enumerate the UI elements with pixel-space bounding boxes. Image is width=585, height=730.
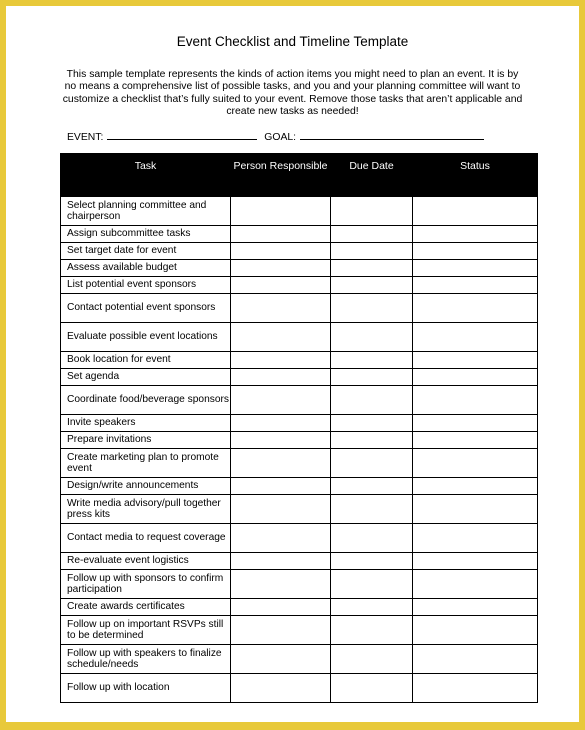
status-cell[interactable] [413,524,538,553]
status-cell[interactable] [413,599,538,616]
task-cell: Assign subcommittee tasks [61,226,231,243]
person-responsible-cell[interactable] [231,243,331,260]
table-row [61,226,538,243]
status-cell[interactable] [413,645,538,674]
person-responsible-cell[interactable] [231,260,331,277]
task-cell: Contact media to request coverage [61,524,231,553]
task-cell: Follow up with sponsors to confirm participation [61,570,231,599]
due-date-cell[interactable] [331,478,413,495]
person-responsible-cell[interactable] [231,294,331,323]
goal-input-line[interactable] [300,130,484,140]
due-date-cell[interactable] [331,524,413,553]
task-cell: Re-evaluate event logistics [61,553,231,570]
status-cell[interactable] [413,449,538,478]
person-responsible-cell[interactable] [231,524,331,553]
checklist-table [60,153,538,703]
status-cell[interactable] [413,323,538,352]
task-cell: Prepare invitations [61,432,231,449]
task-cell: Write media advisory/pull together press kits [61,495,231,524]
person-responsible-cell[interactable] [231,553,331,570]
table-row [61,386,538,415]
due-date-cell[interactable] [331,645,413,674]
due-date-cell[interactable] [331,386,413,415]
status-cell[interactable] [413,415,538,432]
due-date-cell[interactable] [331,415,413,432]
task-cell: Evaluate possible event locations [61,323,231,352]
due-date-cell[interactable] [331,294,413,323]
event-input-line[interactable] [107,130,257,140]
status-cell[interactable] [413,495,538,524]
due-date-cell[interactable] [331,553,413,570]
table-row [61,674,538,703]
table-header-row [61,154,538,197]
person-responsible-cell[interactable] [231,352,331,369]
person-responsible-cell[interactable] [231,323,331,352]
person-responsible-cell[interactable] [231,449,331,478]
task-cell: Create marketing plan to promote event [61,449,231,478]
task-cell: Coordinate food/beverage sponsors [61,386,231,415]
due-date-cell[interactable] [331,197,413,226]
event-goal-fields [67,130,488,143]
goal-label: GOAL: [264,132,297,143]
status-cell[interactable] [413,616,538,645]
task-cell: Assess available budget [61,260,231,277]
due-date-cell[interactable] [331,369,413,386]
table-row [61,645,538,674]
person-responsible-cell[interactable] [231,645,331,674]
status-cell[interactable] [413,226,538,243]
person-responsible-cell[interactable] [231,570,331,599]
status-cell[interactable] [413,674,538,703]
table-row [61,323,538,352]
table-row [61,478,538,495]
table-row [61,197,538,226]
due-date-cell[interactable] [331,323,413,352]
due-date-cell[interactable] [331,277,413,294]
status-cell[interactable] [413,197,538,226]
status-cell[interactable] [413,478,538,495]
table-row [61,352,538,369]
task-cell: Follow up with speakers to finalize schedule/needs [61,645,231,674]
due-date-cell[interactable] [331,260,413,277]
task-cell: Set target date for event [61,243,231,260]
table-row [61,369,538,386]
table-row [61,599,538,616]
due-date-cell[interactable] [331,599,413,616]
table-row [61,616,538,645]
status-cell[interactable] [413,243,538,260]
task-cell: Follow up on important RSVPs still to be determined [61,616,231,645]
table-row [61,260,538,277]
table-row [61,570,538,599]
person-responsible-cell[interactable] [231,226,331,243]
table-row [61,553,538,570]
status-cell[interactable] [413,432,538,449]
due-date-cell[interactable] [331,616,413,645]
task-cell: List potential event sponsors [61,277,231,294]
task-cell: Invite speakers [61,415,231,432]
person-responsible-cell[interactable] [231,616,331,645]
person-responsible-cell[interactable] [231,415,331,432]
person-responsible-cell[interactable] [231,599,331,616]
event-label: EVENT: [67,132,104,143]
table-row [61,449,538,478]
task-cell: Set agenda [61,369,231,386]
due-date-cell[interactable] [331,570,413,599]
due-date-cell[interactable] [331,432,413,449]
header-task: Task [61,154,231,197]
due-date-cell[interactable] [331,674,413,703]
due-date-cell[interactable] [331,226,413,243]
due-date-cell[interactable] [331,243,413,260]
status-cell[interactable] [413,294,538,323]
table-row [61,277,538,294]
due-date-cell[interactable] [331,495,413,524]
due-date-cell[interactable] [331,352,413,369]
table-row [61,415,538,432]
person-responsible-cell[interactable] [231,478,331,495]
table-row [61,432,538,449]
document-page [12,12,573,714]
person-responsible-cell[interactable] [231,432,331,449]
table-row [61,524,538,553]
header-due-date: Due Date [331,154,413,197]
task-cell: Book location for event [61,352,231,369]
person-responsible-cell[interactable] [231,197,331,226]
status-cell[interactable] [413,352,538,369]
due-date-cell[interactable] [331,449,413,478]
person-responsible-cell[interactable] [231,386,331,415]
person-responsible-cell[interactable] [231,369,331,386]
table-row [61,495,538,524]
person-responsible-cell[interactable] [231,277,331,294]
person-responsible-cell[interactable] [231,495,331,524]
document-title: Event Checklist and Timeline Template [176,34,409,49]
table-row [61,243,538,260]
header-person-responsible: Person Responsible [231,154,331,197]
status-cell[interactable] [413,570,538,599]
intro-paragraph: This sample template represents the kinds of action items you might need to plan an event. It is by no means a comprehensive list of possible tasks, and you and your planning committee will want to customize a checklist that’s fully suited to your event. Remove those tasks that aren’t applicable and create new tasks as needed! [62,69,523,118]
status-cell[interactable] [413,369,538,386]
status-cell[interactable] [413,386,538,415]
task-cell: Design/write announcements [61,478,231,495]
table-row [61,294,538,323]
status-cell[interactable] [413,260,538,277]
status-cell[interactable] [413,277,538,294]
task-cell: Select planning committee and chairperson [61,197,231,226]
task-cell: Contact potential event sponsors [61,294,231,323]
header-status: Status [413,154,538,197]
task-cell: Follow up with location [61,674,231,703]
person-responsible-cell[interactable] [231,674,331,703]
task-cell: Create awards certificates [61,599,231,616]
status-cell[interactable] [413,553,538,570]
